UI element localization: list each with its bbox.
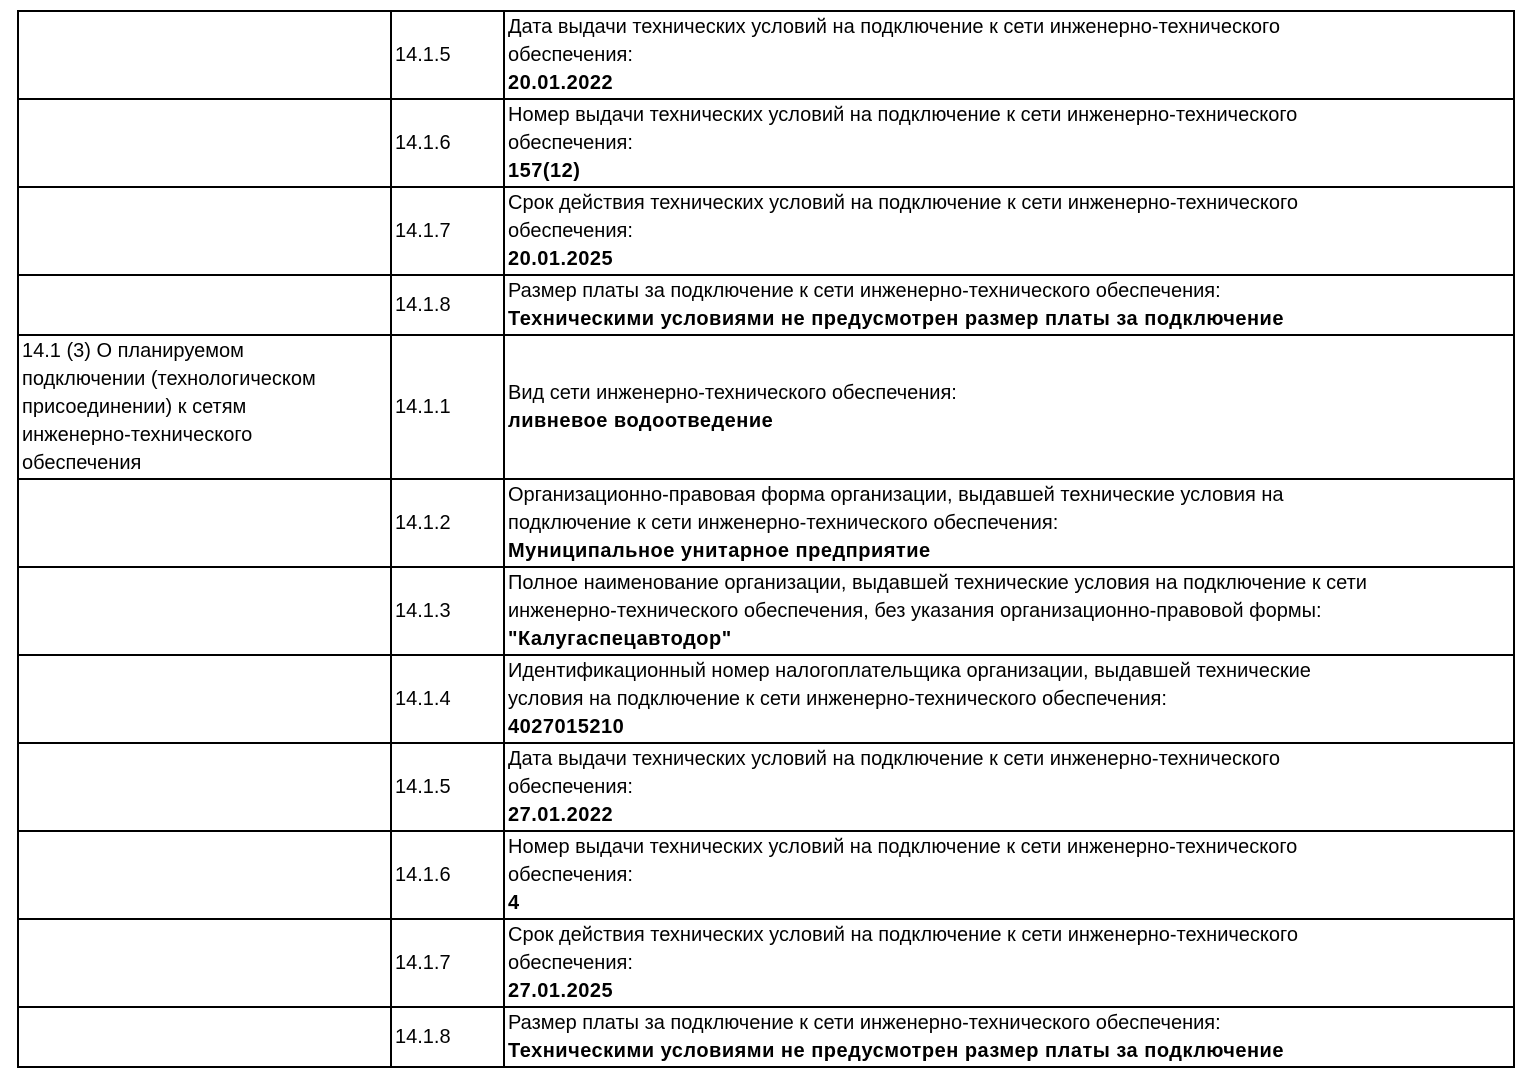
field-label-line: Идентификационный номер налогоплательщика организации, выдавшей технические	[508, 660, 1311, 682]
field-label	[508, 745, 1510, 801]
table-row	[18, 743, 1514, 831]
row-code: 14.1.7	[395, 952, 451, 974]
row-code-cell	[391, 919, 504, 1007]
field-cell	[504, 99, 1514, 187]
row-code: 14.1.4	[395, 688, 451, 710]
section-cell	[18, 335, 391, 479]
field-label-line: Полное наименование организации, выдавшей технические условия на подключение к сети	[508, 572, 1367, 594]
field-label	[508, 189, 1510, 245]
section-cell	[18, 831, 391, 919]
row-code-cell	[391, 275, 504, 335]
table-row	[18, 655, 1514, 743]
section-cell	[18, 11, 391, 99]
section-cell	[18, 743, 391, 831]
field-value: 27.01.2025	[508, 980, 614, 1002]
field-label-line: Номер выдачи технических условий на подключение к сети инженерно-технического	[508, 104, 1298, 126]
field-label-line: Вид сети инженерно-технического обеспечения:	[508, 382, 957, 404]
field-cell	[504, 919, 1514, 1007]
field-value: 27.01.2022	[508, 804, 614, 826]
row-code: 14.1.5	[395, 44, 451, 66]
field-value: Техническими условиями не предусмотрен размер платы за подключение	[508, 1040, 1284, 1062]
section-cell	[18, 275, 391, 335]
field-label-line: обеспечения:	[508, 952, 633, 974]
row-code: 14.1.3	[395, 600, 451, 622]
table-row	[18, 1007, 1514, 1067]
field-cell	[504, 11, 1514, 99]
field-value: ливневое водоотведение	[508, 410, 774, 432]
field-label-line: обеспечения:	[508, 44, 633, 66]
field-label	[508, 921, 1510, 977]
field-value: "Калугаспецавтодор"	[508, 628, 732, 650]
field-cell	[504, 275, 1514, 335]
field-label-line: Организационно-правовая форма организации, выдавшей технические условия на	[508, 484, 1284, 506]
field-label	[508, 1009, 1510, 1037]
table-row	[18, 919, 1514, 1007]
field-label	[508, 569, 1510, 625]
field-label	[508, 481, 1510, 537]
field-cell	[504, 831, 1514, 919]
section-cell	[18, 99, 391, 187]
field-cell	[504, 187, 1514, 275]
row-code: 14.1.7	[395, 220, 451, 242]
field-cell	[504, 479, 1514, 567]
table-row	[18, 99, 1514, 187]
section-label-line: присоединении) к сетям	[22, 396, 247, 418]
field-label-line: Номер выдачи технических условий на подключение к сети инженерно-технического	[508, 836, 1298, 858]
field-value: 20.01.2022	[508, 72, 614, 94]
field-cell	[504, 335, 1514, 479]
field-label-line: подключение к сети инженерно-технического обеспечения:	[508, 512, 1059, 534]
field-label	[508, 657, 1510, 713]
field-label	[508, 379, 1510, 407]
field-label-line: Срок действия технических условий на подключение к сети инженерно-технического	[508, 924, 1298, 946]
field-value: 20.01.2025	[508, 248, 614, 270]
field-label-line: Размер платы за подключение к сети инженерно-технического обеспечения:	[508, 1012, 1221, 1034]
field-label	[508, 101, 1510, 157]
field-value: Техническими условиями не предусмотрен размер платы за подключение	[508, 308, 1284, 330]
row-code: 14.1.2	[395, 512, 451, 534]
field-label-line: Размер платы за подключение к сети инженерно-технического обеспечения:	[508, 280, 1221, 302]
table-row	[18, 11, 1514, 99]
row-code-cell	[391, 479, 504, 567]
table-body	[18, 11, 1514, 1067]
table-row	[18, 479, 1514, 567]
field-cell	[504, 567, 1514, 655]
section-label-line: инженерно-технического	[22, 424, 253, 446]
field-value: 4	[508, 892, 520, 914]
table-row	[18, 187, 1514, 275]
field-label-line: Срок действия технических условий на подключение к сети инженерно-технического	[508, 192, 1298, 214]
row-code: 14.1.8	[395, 1026, 451, 1048]
row-code: 14.1.6	[395, 864, 451, 886]
section-cell	[18, 655, 391, 743]
section-cell	[18, 919, 391, 1007]
field-label-line: условия на подключение к сети инженерно-технического обеспечения:	[508, 688, 1167, 710]
section-cell	[18, 187, 391, 275]
table-row	[18, 567, 1514, 655]
row-code-cell	[391, 743, 504, 831]
table-row	[18, 335, 1514, 479]
field-cell	[504, 1007, 1514, 1067]
table-row	[18, 831, 1514, 919]
section-cell	[18, 479, 391, 567]
row-code-cell	[391, 187, 504, 275]
section-label-line: подключении (технологическом	[22, 368, 316, 390]
field-label-line: обеспечения:	[508, 776, 633, 798]
field-label-line: инженерно-технического обеспечения, без указания организационно-правовой формы:	[508, 600, 1322, 622]
field-label-line: Дата выдачи технических условий на подключение к сети инженерно-технического	[508, 748, 1281, 770]
row-code-cell	[391, 567, 504, 655]
section-label-line: обеспечения	[22, 452, 142, 474]
field-value: 157(12)	[508, 160, 581, 182]
row-code: 14.1.6	[395, 132, 451, 154]
table-row	[18, 275, 1514, 335]
field-value: 4027015210	[508, 716, 625, 738]
section-label-line: 14.1 (3) О планируемом	[22, 340, 244, 362]
row-code-cell	[391, 655, 504, 743]
field-label-line: Дата выдачи технических условий на подключение к сети инженерно-технического	[508, 16, 1281, 38]
field-value: Муниципальное унитарное предприятие	[508, 540, 931, 562]
field-cell	[504, 743, 1514, 831]
row-code-cell	[391, 99, 504, 187]
section-cell	[18, 567, 391, 655]
section-cell	[18, 1007, 391, 1067]
field-label	[508, 833, 1510, 889]
field-label-line: обеспечения:	[508, 220, 633, 242]
row-code-cell	[391, 1007, 504, 1067]
tech-conditions-table	[17, 10, 1515, 1068]
row-code-cell	[391, 831, 504, 919]
field-label-line: обеспечения:	[508, 132, 633, 154]
row-code: 14.1.8	[395, 294, 451, 316]
field-cell	[504, 655, 1514, 743]
row-code-cell	[391, 11, 504, 99]
field-label-line: обеспечения:	[508, 864, 633, 886]
field-label	[508, 13, 1510, 69]
row-code-cell	[391, 335, 504, 479]
row-code: 14.1.5	[395, 776, 451, 798]
row-code: 14.1.1	[395, 396, 451, 418]
field-label	[508, 277, 1510, 305]
